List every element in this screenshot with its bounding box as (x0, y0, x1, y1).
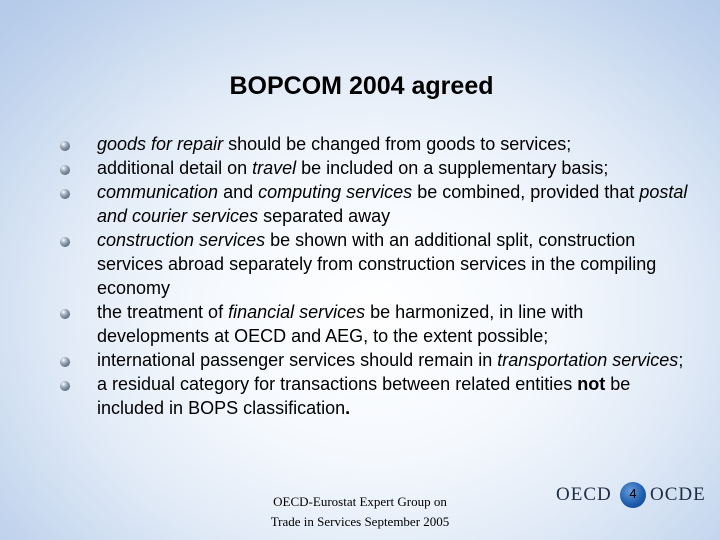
bullet-text-segment: the treatment of (97, 302, 229, 322)
bullet-text-segment: not (577, 374, 606, 394)
bullet-text-segment: be included on a supplementary basis; (296, 158, 609, 178)
oecd-logo-text: OECD (556, 484, 612, 505)
oecd-logo (552, 478, 706, 518)
bullet-item (60, 156, 700, 180)
bullet-text-segment: be shown with an additional split, construction services abroad separately from construction services in the compiling economy (97, 230, 657, 298)
bullet-item (60, 372, 700, 420)
bullet-text-segment: separated away (258, 206, 391, 226)
bullet-text-segment: a residual category for transactions between related entities (97, 374, 578, 394)
bullet-item (60, 132, 700, 156)
bullet-item (60, 228, 700, 300)
bullet-item (60, 348, 700, 372)
bullet-dot-icon (60, 309, 70, 319)
bullet-text-segment: travel (252, 158, 297, 178)
bullet-dot-icon (60, 381, 70, 391)
bullet-text-segment: postal and courier services (97, 182, 688, 226)
bullet-dot-icon (60, 189, 70, 199)
bullet-text-segment: and (218, 182, 259, 202)
bullet-text-segment: computing services (258, 182, 413, 202)
bullet-text-segment: ; (678, 350, 684, 370)
bullet-item (60, 180, 700, 228)
bullet-text-segment: goods for repair (97, 134, 224, 154)
ocde-logo-text: OCDE (650, 484, 706, 505)
bullet-text-segment: should be changed from goods to services; (223, 134, 572, 154)
bullet-text-segment: be included in BOPS classification (97, 374, 631, 418)
bullet-text-segment: financial services (228, 302, 366, 322)
slide-title: BOPCOM 2004 agreed (229, 72, 494, 100)
bullet-dot-icon (60, 141, 70, 151)
bullet-text-segment: be harmonized, in line with developments at OECD and AEG, to the extent possible; (97, 302, 584, 346)
bullet-dot-icon (60, 357, 70, 367)
footer (250, 492, 470, 532)
footer-line-2: Trade in Services September 2005 (270, 514, 450, 529)
footer-line-1: OECD-Eurostat Expert Group on (273, 494, 447, 509)
bullet-dot-icon (60, 237, 70, 247)
bullet-text-segment: communication (97, 182, 219, 202)
bullet-text-segment: international passenger services should remain in (97, 350, 498, 370)
bullet-text-segment: construction services (97, 230, 266, 250)
bullet-list (60, 132, 700, 420)
bullet-text-segment: be combined, provided that (412, 182, 640, 202)
bullet-item (60, 300, 700, 348)
bullet-text-segment: . (345, 398, 351, 418)
page-number: 4 (629, 486, 637, 501)
bullet-dot-icon (60, 165, 70, 175)
bullet-text-segment: additional detail on (97, 158, 253, 178)
bullet-text-segment: transportation services (497, 350, 679, 370)
